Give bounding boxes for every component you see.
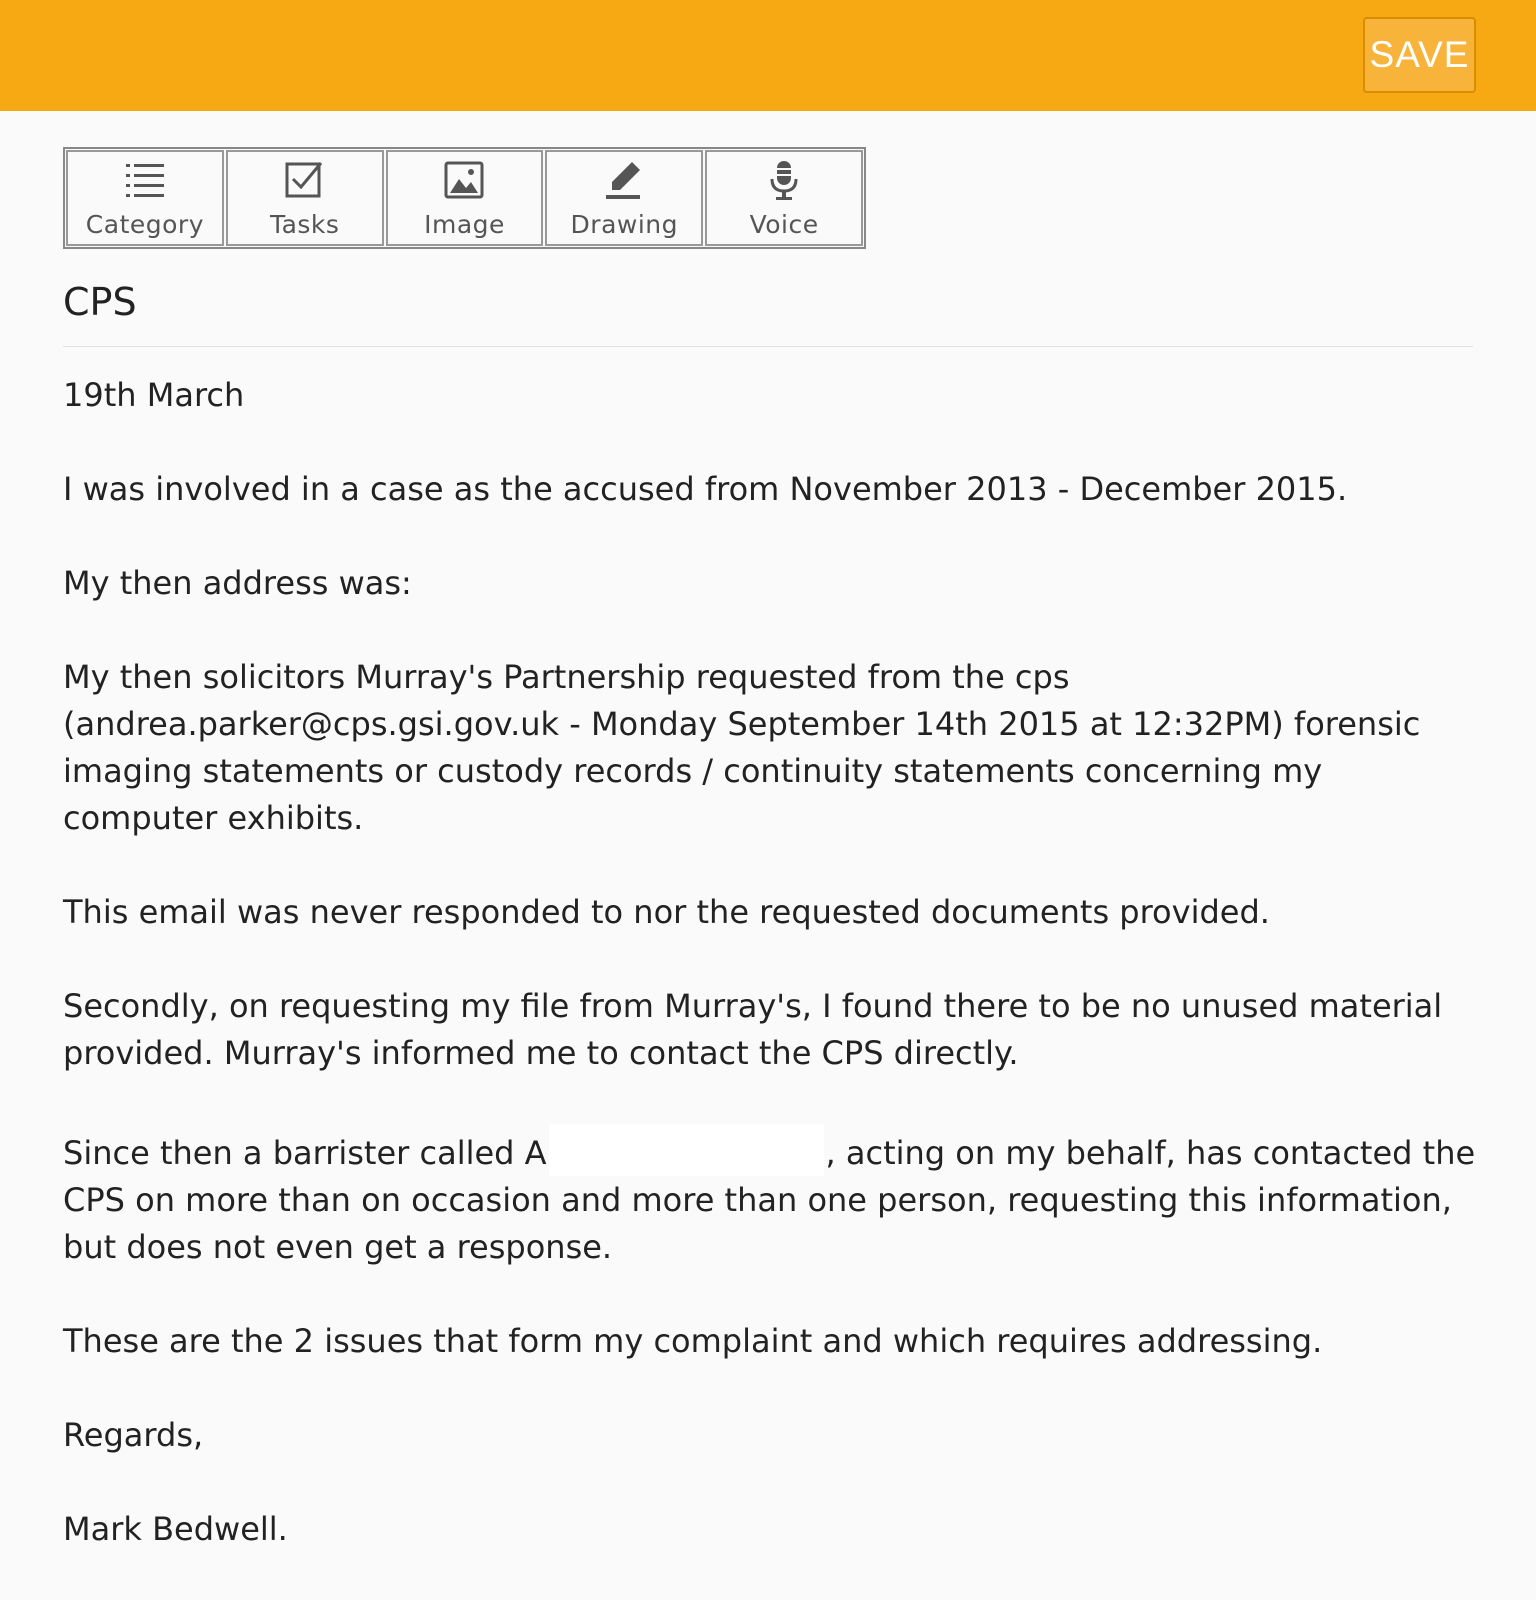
list-icon (123, 158, 167, 202)
voice-label: Voice (749, 210, 819, 239)
paragraph (63, 1124, 1483, 1271)
image-label: Image (424, 210, 505, 239)
save-button[interactable]: SAVE (1363, 17, 1476, 93)
paragraph: I was involved in a case as the accused from November 2013 - December 2015. (63, 470, 1348, 508)
tasks-button[interactable] (226, 150, 384, 246)
paragraph: This email was never responded to nor the requested documents provided. (63, 893, 1270, 931)
microphone-icon (762, 158, 806, 202)
paragraph: My then solicitors Murray's Partnership requested from the cps (andrea.parker@cps.gsi.gov.uk - Monday September 14th 2015 at 12:32PM) forensic imaging statements or custody records / continuity statements concerning my computer exhibits. (63, 658, 1421, 837)
drawing-button[interactable] (545, 150, 703, 246)
app-header (0, 0, 1536, 111)
drawing-label: Drawing (570, 210, 679, 239)
note-date: 19th March (63, 376, 245, 414)
signature: Mark Bedwell. (63, 1510, 288, 1548)
paragraph-text: Since then a barrister called A (63, 1134, 547, 1172)
category-button[interactable] (66, 150, 224, 246)
note-body[interactable] (63, 372, 1483, 1600)
paragraph: Regards, (63, 1416, 204, 1454)
note-title[interactable]: CPS (63, 280, 137, 324)
tasks-label: Tasks (269, 210, 340, 239)
voice-button[interactable] (705, 150, 863, 246)
image-button[interactable] (386, 150, 544, 246)
image-icon (442, 158, 486, 202)
paragraph-text: , acting on my behalf, has contacted the CPS on more than on occasion and more than one person, requesting this information, but does not even get a response. (63, 1134, 1476, 1266)
category-label: Category (85, 210, 204, 239)
pen-icon (602, 158, 646, 202)
paragraph: Secondly, on requesting my file from Murray's, I found there to be no unused material provided. Murray's informed me to contact the CPS directly. (63, 987, 1443, 1072)
paragraph: My then address was: (63, 564, 412, 602)
title-divider (63, 346, 1473, 347)
checkbox-icon (283, 158, 327, 202)
insert-toolbar (63, 147, 866, 249)
redaction-block (549, 1124, 824, 1176)
paragraph: These are the 2 issues that form my complaint and which requires addressing. (63, 1322, 1323, 1360)
